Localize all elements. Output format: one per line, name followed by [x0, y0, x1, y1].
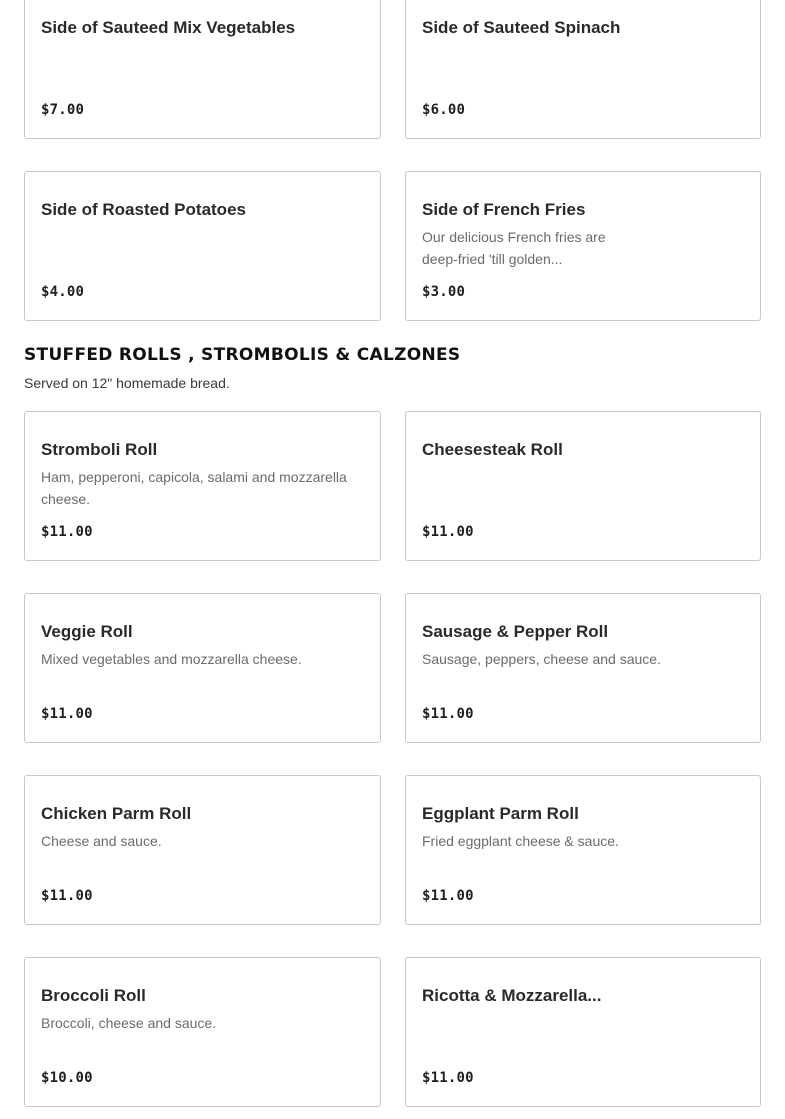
item-price: $3.00 — [422, 284, 466, 300]
item-description: Our delicious French fries are deep-fried 'till golden... — [422, 229, 606, 267]
item-description: Mixed vegetables and mozzarella cheese. — [41, 651, 302, 667]
item-description: Sausage, peppers, cheese and sauce. — [422, 651, 661, 667]
item-name: Chicken Parm Roll — [41, 804, 192, 823]
item-description: Cheese and sauce. — [41, 833, 162, 849]
item-name: Broccoli Roll — [41, 986, 146, 1005]
item-description: Broccoli, cheese and sauce. — [41, 1015, 217, 1031]
section-title: STUFFED ROLLS , STROMBOLIS & CALZONES — [24, 345, 461, 365]
item-name: Sausage & Pepper Roll — [422, 622, 609, 641]
stuffed-rolls-grid — [24, 411, 761, 1107]
menu-item-card[interactable] — [24, 0, 381, 139]
item-name: Side of Sauteed Spinach — [422, 18, 621, 37]
item-name: Stromboli Roll — [41, 440, 158, 459]
item-price: $11.00 — [422, 1070, 474, 1086]
menu-item-card[interactable] — [24, 775, 381, 925]
item-price: $7.00 — [41, 102, 85, 118]
item-price: $11.00 — [422, 524, 474, 540]
item-price: $11.00 — [422, 888, 474, 904]
section-subtitle: Served on 12" homemade bread. — [24, 375, 230, 391]
item-name: Side of Sauteed Mix Vegetables — [41, 18, 296, 37]
item-price: $10.00 — [41, 1070, 93, 1086]
menu-item-card[interactable] — [405, 411, 761, 561]
item-name: Veggie Roll — [41, 622, 133, 641]
item-name: Side of French Fries — [422, 200, 586, 219]
menu-item-card[interactable] — [24, 593, 381, 743]
item-price: $11.00 — [41, 524, 93, 540]
item-name: Cheesesteak Roll — [422, 440, 563, 459]
item-price: $11.00 — [41, 888, 93, 904]
sides-grid — [24, 0, 761, 321]
item-name: Ricotta & Mozzarella... — [422, 986, 602, 1005]
menu-item-card[interactable] — [405, 775, 761, 925]
item-description: Ham, pepperoni, capicola, salami and mozzarella cheese. — [41, 469, 347, 507]
menu-item-card[interactable] — [405, 593, 761, 743]
menu-item-card[interactable] — [24, 171, 381, 321]
item-price: $4.00 — [41, 284, 85, 300]
menu-item-card[interactable] — [405, 171, 761, 321]
item-name: Eggplant Parm Roll — [422, 804, 579, 823]
item-price: $6.00 — [422, 102, 466, 118]
item-description: Fried eggplant cheese & sauce. — [422, 833, 619, 849]
item-price: $11.00 — [41, 706, 93, 722]
menu-item-card[interactable] — [405, 957, 761, 1107]
menu-item-card[interactable] — [24, 411, 381, 561]
menu-item-card[interactable] — [24, 957, 381, 1107]
item-name: Side of Roasted Potatoes — [41, 200, 246, 219]
menu-item-card[interactable] — [405, 0, 761, 139]
item-price: $11.00 — [422, 706, 474, 722]
